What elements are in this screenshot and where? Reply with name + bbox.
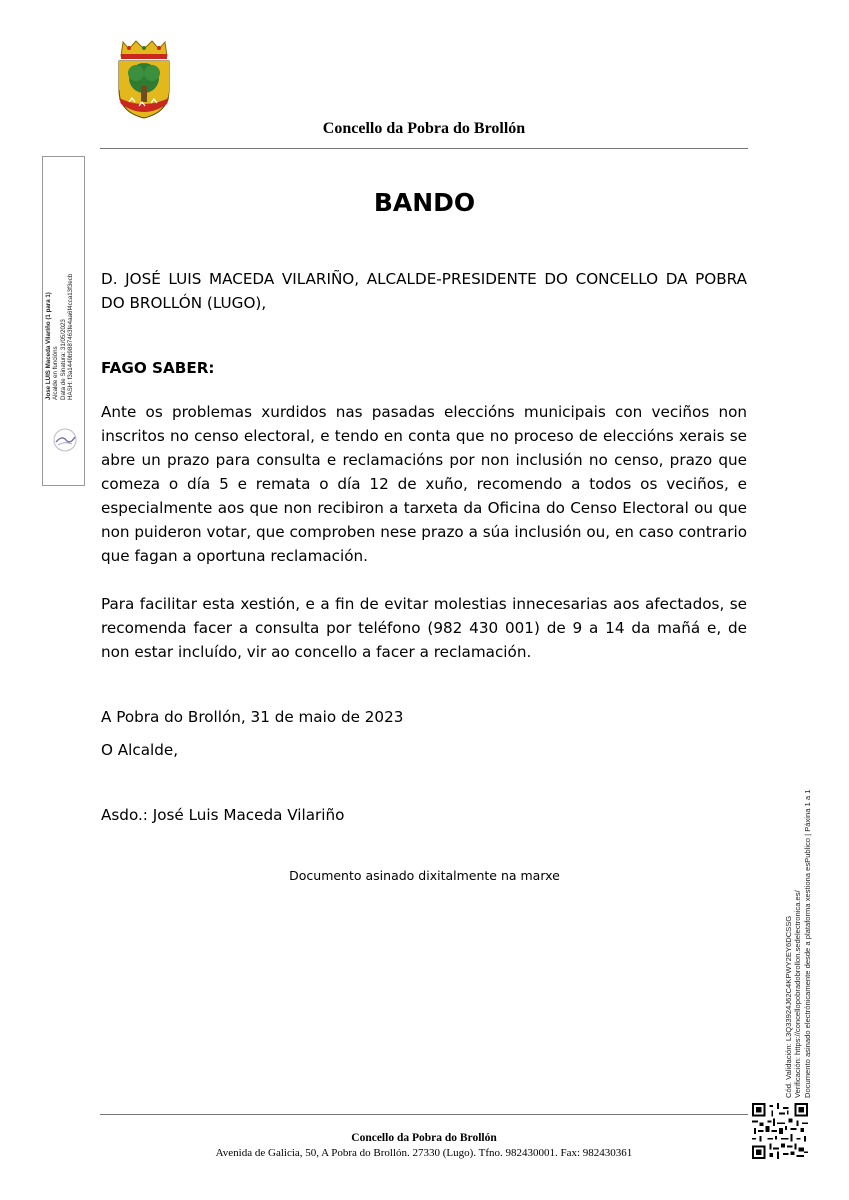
signature-stamp-icon xyxy=(50,425,80,455)
signature-line: HASH: f3a1449b9887463fe4aa6f4cca13f3ecb xyxy=(67,273,75,400)
body-paragraph-1: Ante os problemas xurdidos nas pasadas eleccións municipais con veciños non inscritos no censo electoral, e tendo en conta que no proceso de eleccións xerais se abre un prazo para consulta e reclamacións por non inclusión no censo, prazo que comeza o día 5 e remata o día 12 de xuño, recomendo a todos os veciños, e especialmente aos que non recibiron a tarxeta da Oficina do Censo Electoral ou que non puideron votar, que comproben nese prazo a súa inclusión ou, en caso contrario que fagan a oportuna reclamación. xyxy=(101,403,747,565)
footer-address: Avenida de Galicia, 50, A Pobra do Brollón. 27330 (Lugo). Tfno. 982430001. Fax: 982430361 xyxy=(215,1147,633,1159)
municipal-crest-logo xyxy=(109,40,179,120)
verification-line: Documento asinado electrónicamente desde a plataforma xestiona esPublico | Páxina 1 a 1 xyxy=(802,789,812,1098)
verification-details xyxy=(784,738,812,1098)
signer-role: O Alcalde, xyxy=(101,741,179,759)
footer-organization: Concello da Pobra do Brollón xyxy=(351,1132,497,1144)
verification-line: Cód. Validación: L3Q33924J62C4KPWY2EY6DCSSG xyxy=(784,915,793,1098)
verification-line: Verificación: https://concellopobradobrollon.sedelectronica.es/ xyxy=(793,890,803,1098)
signed-by: Asdo.: José Luis Maceda Vilariño xyxy=(101,806,345,824)
header-divider xyxy=(100,148,748,149)
signature-line: Alcalde en funcións xyxy=(52,346,60,400)
signature-line: Data de Sinatura: 31/05/2023 xyxy=(59,319,67,400)
fago-saber-heading: FAGO SABER: xyxy=(101,359,215,377)
footer-divider xyxy=(100,1114,748,1115)
digital-signature-note: Documento asinado dixitalmente na marxe xyxy=(289,868,560,883)
body-paragraph-2: Para facilitar esta xestión, e a fin de evitar molestias innecesarias aos afectados, se recomenda facer a consulta por teléfono (982 430 001) de 9 a 14 da mañá e, de non estar incluído, vir ao concello a facer a reclamación. xyxy=(101,595,747,661)
signature-line: Jose LUIS Maceda Vilariño (1 para 1) xyxy=(45,292,52,400)
header-organization: Concello da Pobra do Brollón xyxy=(322,120,526,137)
document-title: BANDO xyxy=(373,188,476,217)
intro-paragraph: D. JOSÉ LUIS MACEDA VILARIÑO, ALCALDE-PRESIDENTE DO CONCELLO DA POBRA DO BROLLÓN (LUGO), xyxy=(101,270,747,312)
place-date: A Pobra do Brollón, 31 de maio de 2023 xyxy=(101,708,404,726)
qr-code-icon xyxy=(752,1103,808,1159)
